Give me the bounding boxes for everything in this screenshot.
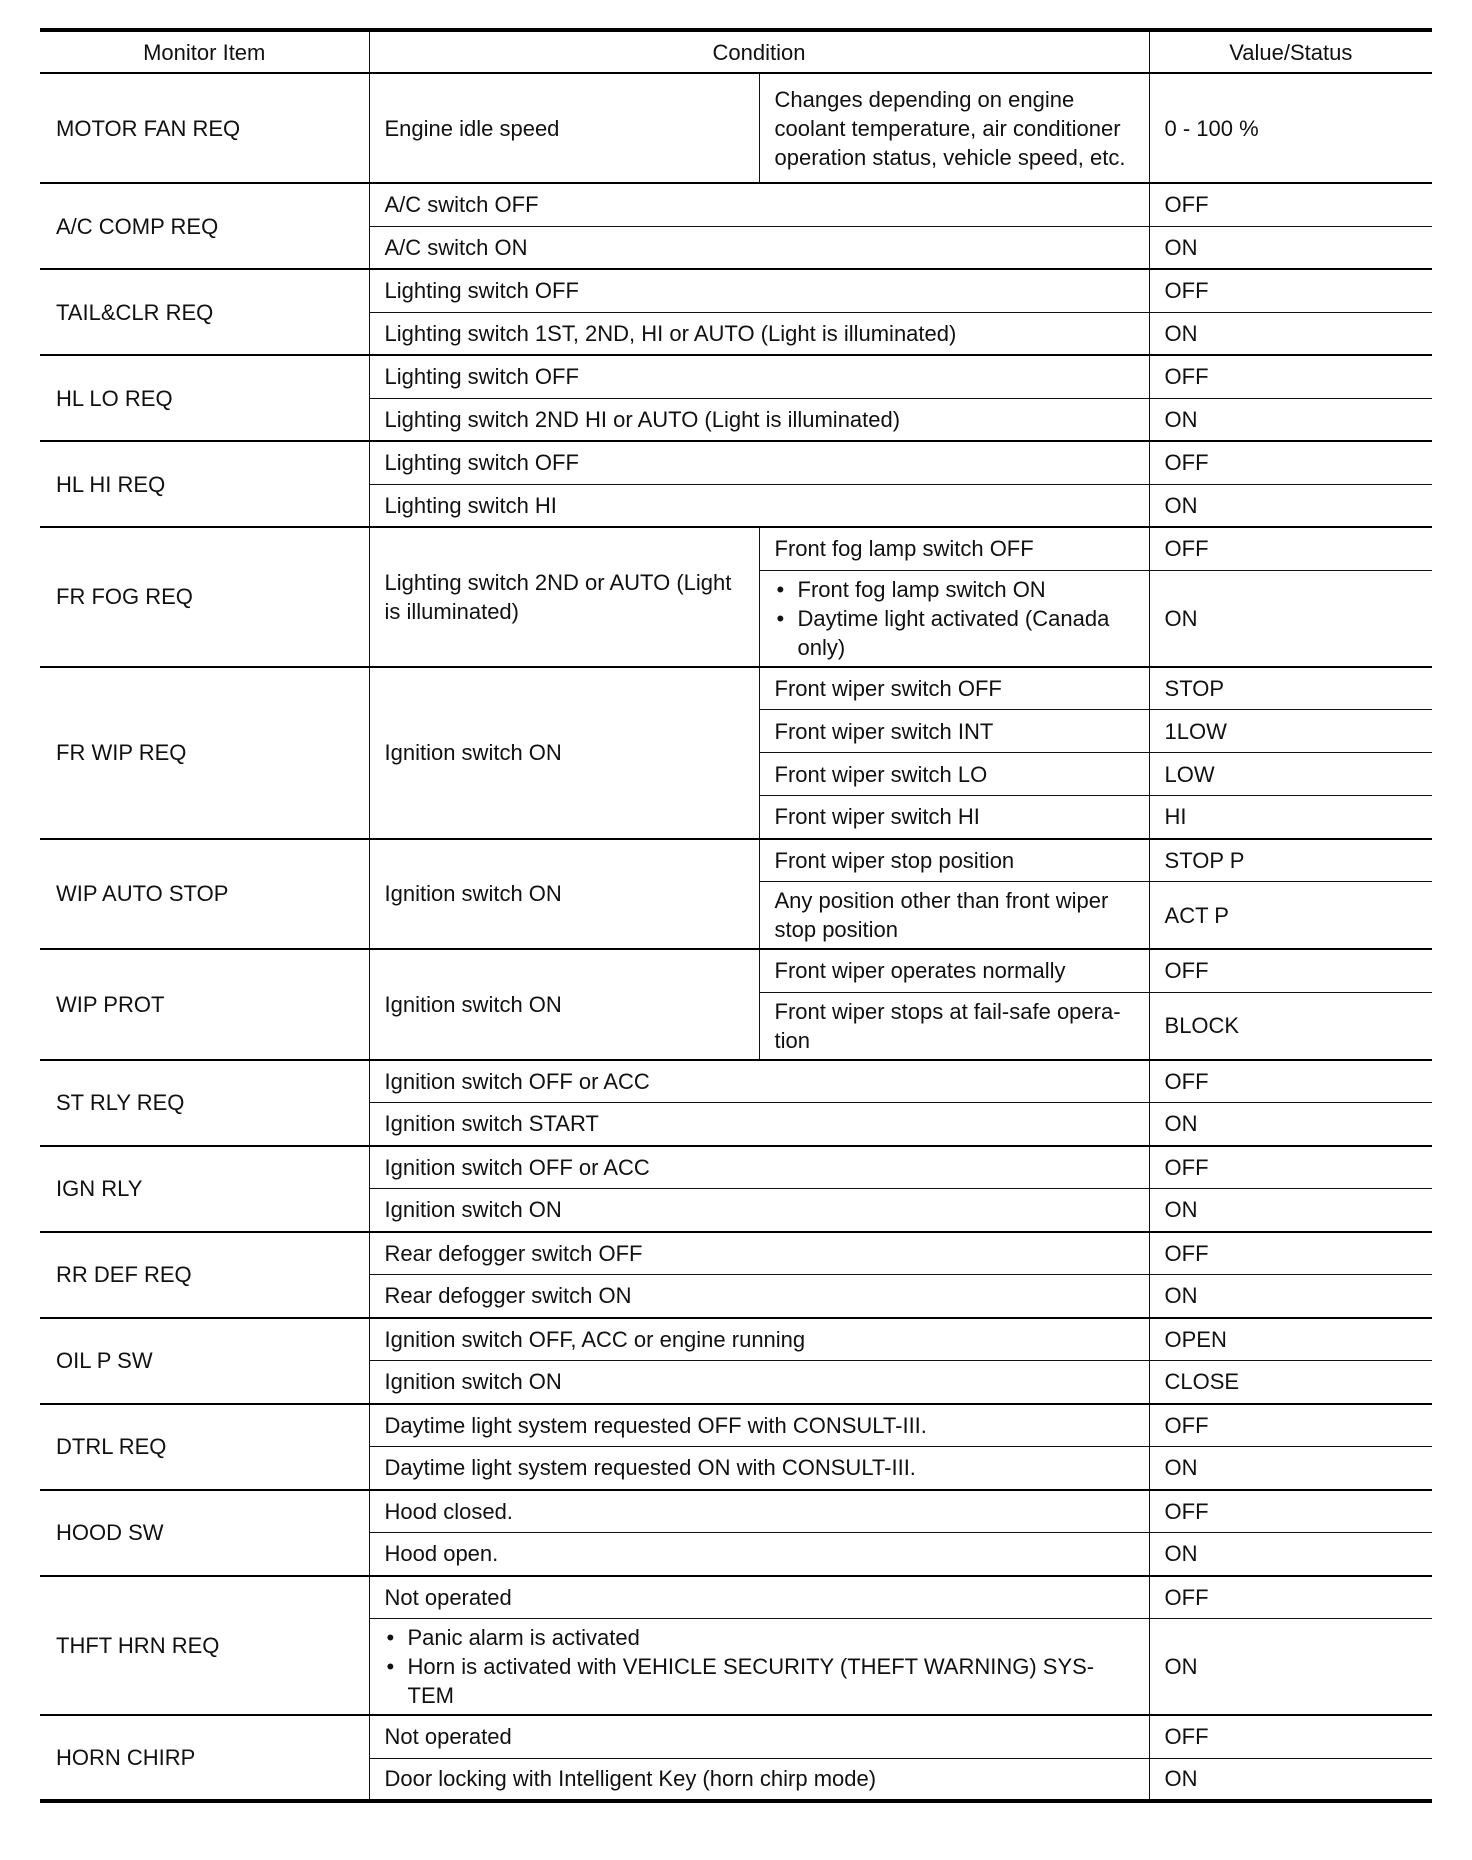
table-row: [40, 1404, 1432, 1447]
value-cell: ON: [1149, 1447, 1432, 1490]
value-cell: CLOSE: [1149, 1361, 1432, 1404]
header-condition: Condition: [369, 30, 1149, 73]
table-row: [40, 839, 1432, 882]
monitor-item-cell: WIP AUTO STOP: [40, 839, 369, 950]
table-row: [40, 73, 1432, 183]
condition-detail-cell: Front wiper stop position: [759, 839, 1149, 882]
condition-cell: Lighting switch HI: [369, 484, 1149, 527]
monitor-item-table: [40, 28, 1432, 1803]
condition-detail-cell: Front wiper switch LO: [759, 753, 1149, 796]
condition-cell: A/C switch ON: [369, 226, 1149, 269]
condition-detail-cell: Front wiper switch OFF: [759, 667, 1149, 710]
condition-cell: [369, 1619, 1149, 1716]
monitor-item-cell: RR DEF REQ: [40, 1232, 369, 1318]
value-cell: ON: [1149, 1275, 1432, 1318]
condition-cell: Ignition switch START: [369, 1103, 1149, 1146]
condition-cell: Ignition switch ON: [369, 667, 759, 839]
value-cell: ON: [1149, 570, 1432, 667]
condition-cell: Daytime light system requested OFF with CONSULT-III.: [369, 1404, 1149, 1447]
condition-cell: Ignition switch ON: [369, 839, 759, 950]
monitor-item-cell: FR WIP REQ: [40, 667, 369, 839]
table-row: [40, 527, 1432, 570]
value-cell: ON: [1149, 398, 1432, 441]
monitor-item-cell: HORN CHIRP: [40, 1715, 369, 1801]
monitor-item-cell: HOOD SW: [40, 1490, 369, 1576]
bullet-item: • Panic alarm is activated: [385, 1623, 1135, 1652]
value-cell: ON: [1149, 226, 1432, 269]
value-cell: OFF: [1149, 269, 1432, 312]
bullet-item: • Front fog lamp switch ON: [775, 575, 1135, 604]
header-value-status: Value/Status: [1149, 30, 1432, 73]
value-cell: OFF: [1149, 527, 1432, 570]
value-cell: OFF: [1149, 1146, 1432, 1189]
value-cell: OFF: [1149, 355, 1432, 398]
table-row: [40, 269, 1432, 312]
value-cell: ON: [1149, 1758, 1432, 1801]
monitor-item-cell: HL LO REQ: [40, 355, 369, 441]
condition-cell: A/C switch OFF: [369, 183, 1149, 226]
condition-cell: Lighting switch 2ND or AUTO (Light is illuminated): [369, 527, 759, 667]
value-cell: STOP: [1149, 667, 1432, 710]
value-cell: BLOCK: [1149, 992, 1432, 1060]
table-row: [40, 1060, 1432, 1103]
monitor-item-cell: MOTOR FAN REQ: [40, 73, 369, 183]
condition-cell: Hood closed.: [369, 1490, 1149, 1533]
value-cell: OFF: [1149, 949, 1432, 992]
value-cell: OFF: [1149, 1576, 1432, 1619]
condition-cell: Not operated: [369, 1576, 1149, 1619]
condition-cell: Engine idle speed: [369, 73, 759, 183]
condition-cell: Lighting switch OFF: [369, 441, 1149, 484]
value-cell: STOP P: [1149, 839, 1432, 882]
monitor-item-cell: A/C COMP REQ: [40, 183, 369, 269]
condition-cell: Lighting switch 2ND HI or AUTO (Light is illuminated): [369, 398, 1149, 441]
table-row: [40, 1490, 1432, 1533]
table-row: [40, 441, 1432, 484]
bullet-list: [775, 575, 1135, 662]
table-row: [40, 1232, 1432, 1275]
table-row: [40, 1318, 1432, 1361]
value-cell: LOW: [1149, 753, 1432, 796]
value-cell: OFF: [1149, 1404, 1432, 1447]
condition-detail-cell: Front wiper stops at fail-safe opera- tion: [759, 992, 1149, 1060]
monitor-item-cell: ST RLY REQ: [40, 1060, 369, 1146]
condition-detail-cell: Front wiper switch HI: [759, 796, 1149, 839]
monitor-item-cell: OIL P SW: [40, 1318, 369, 1404]
condition-detail-cell: Front wiper switch INT: [759, 710, 1149, 753]
value-cell: OFF: [1149, 183, 1432, 226]
value-cell: ON: [1149, 1189, 1432, 1232]
monitor-item-cell: WIP PROT: [40, 949, 369, 1060]
value-cell: OFF: [1149, 1060, 1432, 1103]
monitor-item-cell: TAIL&CLR REQ: [40, 269, 369, 355]
value-cell: ON: [1149, 1619, 1432, 1716]
condition-cell: Rear defogger switch ON: [369, 1275, 1149, 1318]
condition-cell: Ignition switch ON: [369, 1189, 1149, 1232]
monitor-item-cell: HL HI REQ: [40, 441, 369, 527]
condition-cell: Lighting switch OFF: [369, 269, 1149, 312]
bullet-item: • Daytime light activated (Canada only): [775, 604, 1135, 662]
condition-cell: Not operated: [369, 1715, 1149, 1758]
value-cell: 0 - 100 %: [1149, 73, 1432, 183]
table-row: [40, 667, 1432, 710]
bullet-item: • Horn is activated with VEHICLE SECURITY (THEFT WARNING) SYS- TEM: [385, 1652, 1135, 1710]
table-row: [40, 183, 1432, 226]
condition-detail-cell: [759, 570, 1149, 667]
value-cell: ON: [1149, 1103, 1432, 1146]
value-cell: OFF: [1149, 1490, 1432, 1533]
table-row: [40, 1715, 1432, 1758]
value-cell: OFF: [1149, 441, 1432, 484]
condition-cell: Ignition switch OFF or ACC: [369, 1146, 1149, 1189]
monitor-item-cell: THFT HRN REQ: [40, 1576, 369, 1716]
value-cell: HI: [1149, 796, 1432, 839]
monitor-item-cell: DTRL REQ: [40, 1404, 369, 1490]
condition-cell: Ignition switch ON: [369, 1361, 1149, 1404]
condition-cell: Ignition switch OFF or ACC: [369, 1060, 1149, 1103]
header-row: [40, 30, 1432, 73]
monitor-item-cell: FR FOG REQ: [40, 527, 369, 667]
value-cell: ACT P: [1149, 882, 1432, 950]
table-row: [40, 355, 1432, 398]
value-cell: OFF: [1149, 1232, 1432, 1275]
value-cell: OFF: [1149, 1715, 1432, 1758]
condition-detail-cell: Front fog lamp switch OFF: [759, 527, 1149, 570]
monitor-item-cell: IGN RLY: [40, 1146, 369, 1232]
condition-cell: Ignition switch OFF, ACC or engine running: [369, 1318, 1149, 1361]
value-cell: ON: [1149, 484, 1432, 527]
table-row: [40, 1576, 1432, 1619]
condition-cell: Rear defogger switch OFF: [369, 1232, 1149, 1275]
condition-detail-cell: Any position other than front wiper stop position: [759, 882, 1149, 950]
condition-cell: Hood open.: [369, 1533, 1149, 1576]
value-cell: 1LOW: [1149, 710, 1432, 753]
condition-cell: Lighting switch OFF: [369, 355, 1149, 398]
header-monitor-item: Monitor Item: [40, 30, 369, 73]
condition-detail-cell: Front wiper operates normally: [759, 949, 1149, 992]
condition-cell: Daytime light system requested ON with CONSULT-III.: [369, 1447, 1149, 1490]
value-cell: OPEN: [1149, 1318, 1432, 1361]
value-cell: ON: [1149, 1533, 1432, 1576]
table-row: [40, 1146, 1432, 1189]
bullet-list: [385, 1623, 1135, 1710]
condition-cell: Lighting switch 1ST, 2ND, HI or AUTO (Light is illuminated): [369, 312, 1149, 355]
condition-cell: Door locking with Intelligent Key (horn chirp mode): [369, 1758, 1149, 1801]
condition-cell: Ignition switch ON: [369, 949, 759, 1060]
value-cell: ON: [1149, 312, 1432, 355]
condition-detail-cell: Changes depending on engine coolant temperature, air conditioner operation status, vehicle speed, etc.: [759, 73, 1149, 183]
table-row: [40, 949, 1432, 992]
